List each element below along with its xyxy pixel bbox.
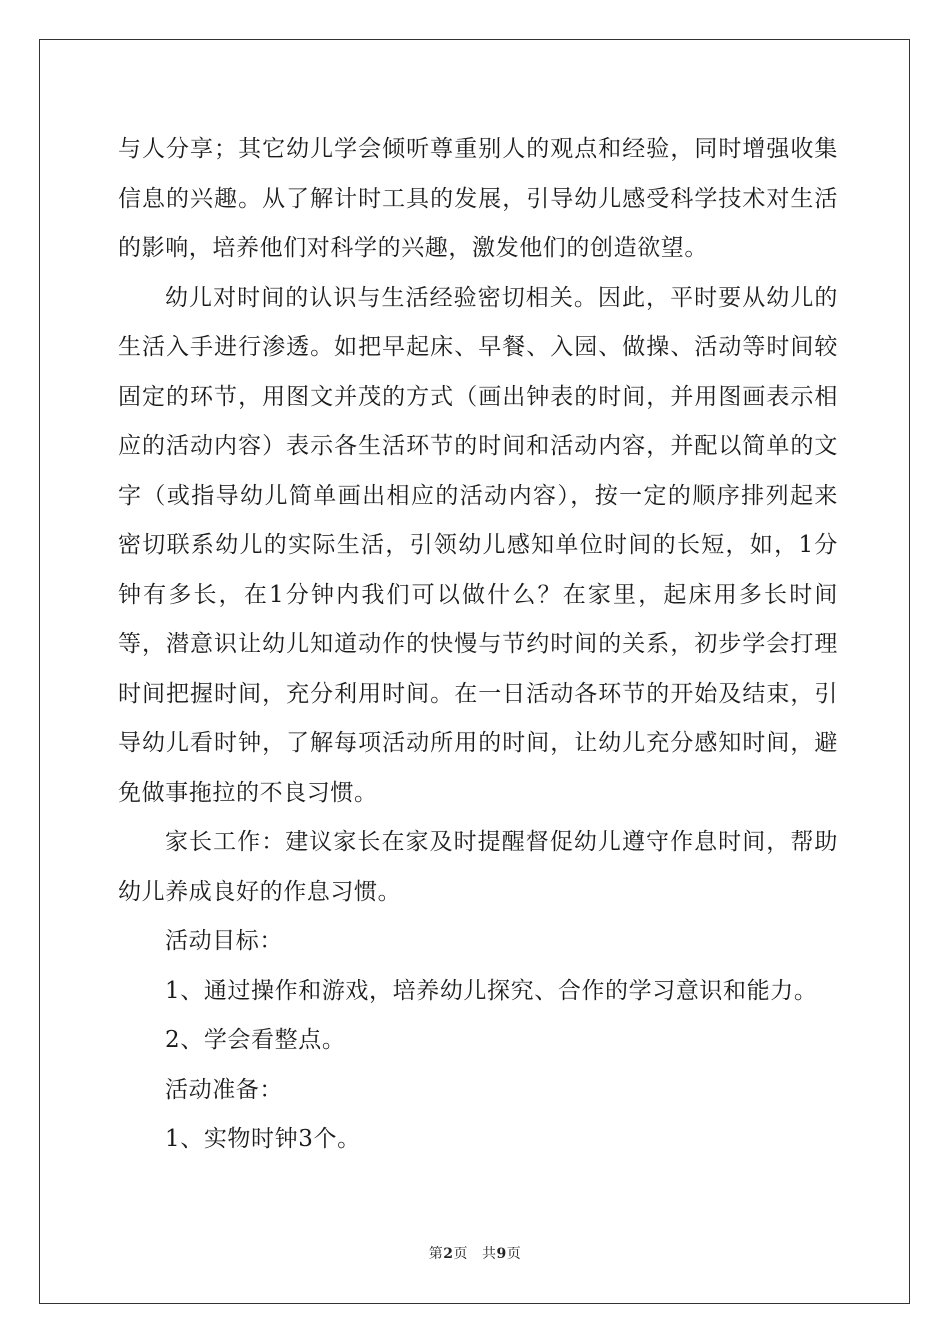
preparation-item-1: 1、实物时钟3个。 [165, 1126, 361, 1152]
page-footer [0, 1243, 950, 1263]
objective-item-1: 1、通过操作和游戏，培养幼儿探究、合作的学习意识和能力。 [165, 977, 818, 1004]
objective-item-2: 2、学会看整点。 [165, 1027, 346, 1053]
footer-total-pages: 9 [496, 1246, 507, 1262]
footer-page-suffix: 页 [453, 1246, 468, 1262]
section-heading-preparation: 活动准备： [165, 1076, 283, 1103]
paragraph-3: 家长工作：建议家长在家及时提醒督促幼儿遵守作息时间，帮助幼儿养成良好的作息习惯。 [118, 829, 838, 905]
document-body [118, 125, 838, 1165]
footer-page-number: 2 [443, 1246, 454, 1262]
paragraph-2: 幼儿对时间的认识与生活经验密切相关。因此，平时要从幼儿的生活入手进行渗透。如把早起床、早餐、入园、做操、活动等时间较固定的环节，用图文并茂的方式（画出钟表的时间，并用图画表示相应的活动内容）表示各生活环节的时间和活动内容，并配以简单的文字（或指导幼儿简单画出相应的活动内容），按一定的顺序排列起来密切联系幼儿的实际生活，引领幼儿感知单位时间的长短，如，1分钟有多长，在1分钟内我们可以做什么？在家里，起床用多长时间等，潜意识让幼儿知道动作的快慢与节约时间的关系，初步学会打理时间把握时间，充分利用时间。在一日活动各环节的开始及结束，引导幼儿看时钟，了解每项活动所用的时间，让幼儿充分感知时间，避免做事拖拉的不良习惯。 [118, 284, 838, 806]
footer-total-suffix: 页 [506, 1246, 522, 1262]
footer-total-prefix: 共 [482, 1246, 497, 1262]
paragraph-1: 与人分享；其它幼儿学会倾听尊重别人的观点和经验，同时增强收集信息的兴趣。从了解计时工具的发展，引导幼儿感受科学技术对生活的影响，培养他们对科学的兴趣，激发他们的创造欲望。 [118, 136, 838, 261]
section-heading-objectives: 活动目标： [165, 928, 283, 954]
footer-page-prefix: 第 [428, 1246, 444, 1262]
